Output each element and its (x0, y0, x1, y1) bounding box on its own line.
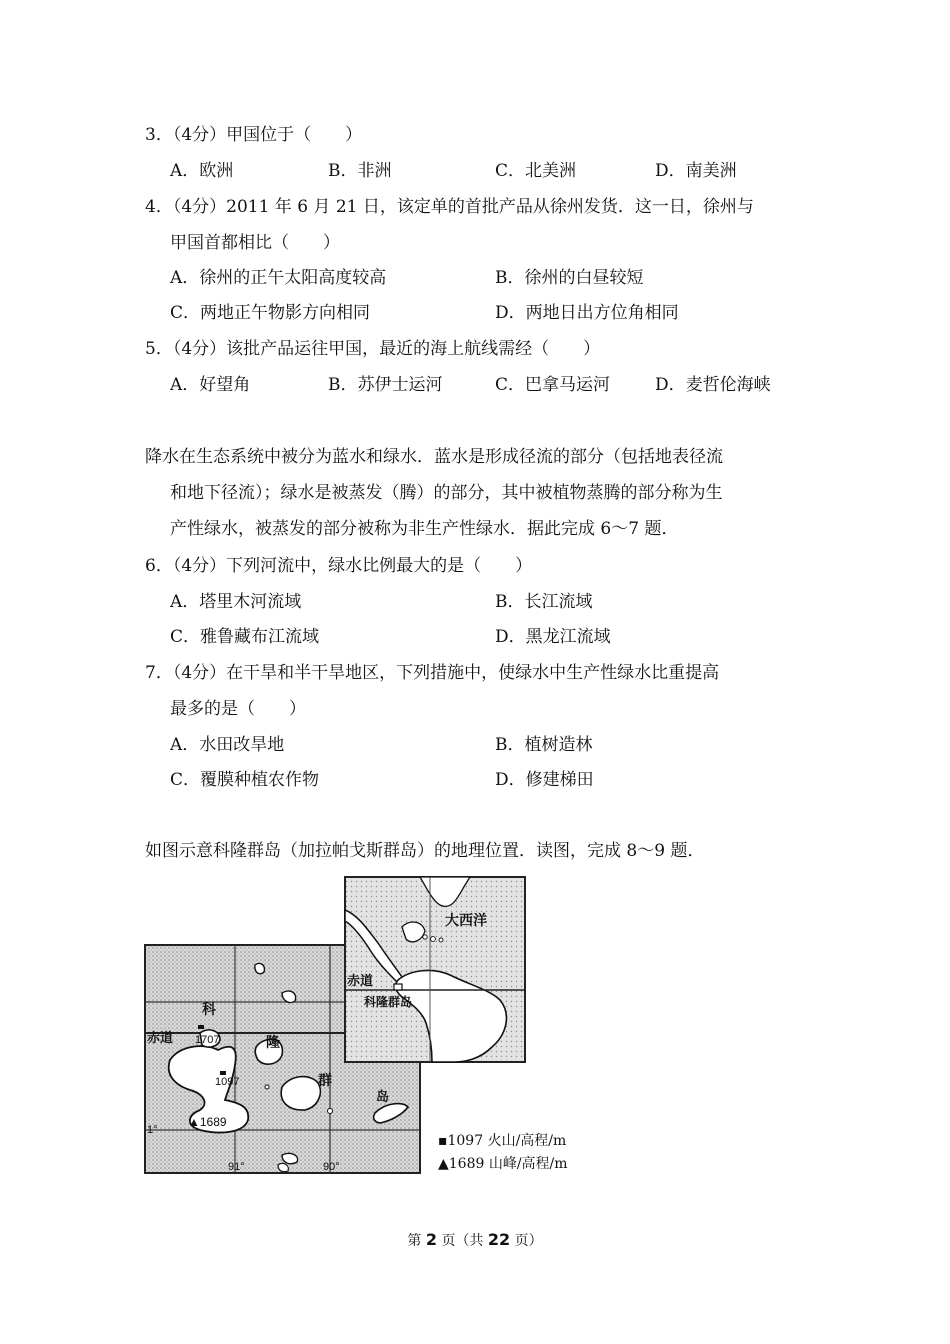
passage2: 如图示意科隆群岛（加拉帕戈斯群岛）的地理位置．读图，完成 8～9 题． (145, 841, 705, 861)
label-atlantic: 大西洋 (445, 913, 487, 929)
volcano-marker-1707 (198, 1025, 204, 1029)
label-equator-main: 赤道 (147, 1031, 174, 1046)
label-qun: 群 (318, 1073, 332, 1089)
label-peak-1689: ▲1689 (188, 1115, 227, 1129)
q6-option-c: C．雅鲁藏布江流域 (170, 627, 320, 647)
q7-option-c: C．覆膜种植农作物 (170, 770, 320, 790)
label-equator-inset: 赤道 (347, 974, 374, 989)
label-lon-90: 90° (323, 1161, 340, 1173)
q4-stem-line1: 4．（4分）2011 年 6 月 21 日，该定单的首批产品从徐州发货．这一日，徐州与 (145, 197, 754, 217)
q3-option-a: A．欧洲 (170, 161, 234, 181)
footer-pre: 第 (407, 1233, 422, 1249)
label-dao: 岛 (376, 1090, 390, 1105)
label-lon-91: 91° (228, 1161, 245, 1173)
santa-cruz-island (281, 1077, 320, 1110)
q4-stem-line2: 甲国首都相比（ ） (170, 233, 340, 253)
q7-stem-line1: 7．（4分）在干旱和半干旱地区，下列措施中，使绿水中生产性绿水比重提高 (145, 663, 720, 683)
q7-stem-line2: 最多的是（ ） (170, 699, 306, 719)
footer-total-pages: 22 (487, 1230, 511, 1249)
inset-islands-marker (394, 984, 402, 990)
q4-option-a: A．徐州的正午太阳高度较高 (170, 268, 387, 288)
espanola-island (282, 1153, 298, 1163)
pinta-island (255, 963, 265, 973)
label-long: 隆 (266, 1035, 280, 1051)
page-footer (0, 1230, 950, 1250)
footer-post: 页） (514, 1233, 543, 1249)
q6-option-d: D．黑龙江流域 (495, 627, 611, 647)
passage1-line1: 降水在生态系统中被分为蓝水和绿水．蓝水是形成径流的部分（包括地表径流 (145, 447, 723, 467)
label-1707: 1707 (195, 1034, 220, 1046)
label-lat-1: 1° (147, 1124, 158, 1136)
q5-option-a: A．好望角 (170, 375, 251, 395)
passage1-line2: 和地下径流）；绿水是被蒸发（腾）的部分，其中被植物蒸腾的部分称为生 (170, 483, 723, 503)
passage1-line3: 产性绿水，被蒸发的部分被称为非生产性绿水．据此完成 6～7 题． (170, 519, 679, 539)
q6-stem: 6．（4分）下列河流中，绿水比例最大的是（ ） (145, 556, 533, 576)
floreana-island (278, 1163, 288, 1171)
volcano-marker-1097 (220, 1071, 226, 1075)
legend-peak: ▲1689 山峰/高程/m (438, 1156, 568, 1172)
q7-option-d: D．修建梯田 (495, 770, 594, 790)
q5-option-d: D．麦哲伦海峡 (655, 375, 771, 395)
legend-volcano: ▪1097 火山/高程/m (438, 1133, 567, 1149)
q6-option-b: B．长江流域 (495, 592, 593, 612)
inset-map (345, 877, 525, 1062)
label-galapagos: 科隆群岛 (364, 995, 413, 1009)
footer-page-number: 2 (425, 1230, 437, 1249)
q3-stem: 3．（4分）甲国位于（ ） (145, 125, 363, 145)
q5-stem: 5．（4分）该批产品运往甲国，最近的海上航线需经（ ） (145, 339, 601, 359)
q5-option-b: B．苏伊士运河 (328, 375, 443, 395)
q4-option-c: C．两地正午物影方向相同 (170, 303, 371, 323)
q4-option-d: D．两地日出方位角相同 (495, 303, 679, 323)
q3-option-b: B．非洲 (328, 161, 392, 181)
label-ke: 科 (202, 1002, 216, 1018)
q7-option-b: B．植树造林 (495, 735, 593, 755)
label-1097: 1097 (215, 1076, 240, 1088)
footer-mid: 页（共 (441, 1233, 484, 1249)
q7-option-a: A．水田改旱地 (170, 735, 285, 755)
q6-option-a: A．塔里木河流域 (170, 592, 302, 612)
q5-option-c: C．巴拿马运河 (495, 375, 611, 395)
q3-option-c: C．北美洲 (495, 161, 577, 181)
q4-option-b: B．徐州的白昼较短 (495, 268, 644, 288)
q3-option-d: D．南美洲 (655, 161, 737, 181)
